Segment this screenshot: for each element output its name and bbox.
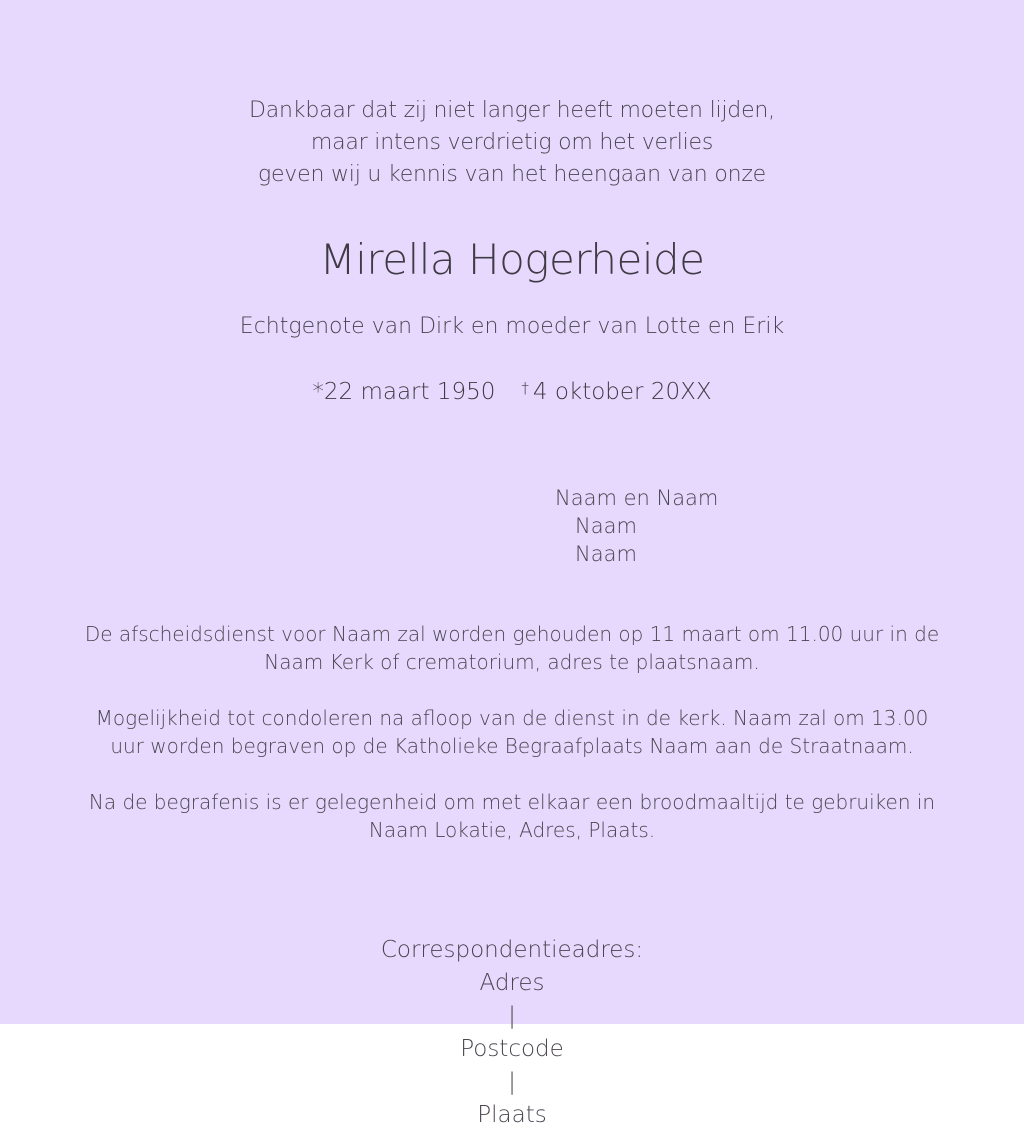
survivor-line-2: Naam <box>575 514 637 538</box>
place-text: Plaats <box>477 1102 547 1128</box>
deceased-relation: Echtgenote van Dirk en moeder van Lotte en Erik <box>239 314 785 339</box>
meal-paragraph: Na de begrafenis is er gelegenheid om met elkaar een broodmaaltijd te gebruiken in Naam Lokatie, Adres, Plaats. <box>88 790 936 842</box>
correspondence-label: Correspondentieadres: <box>380 937 644 963</box>
service-paragraph: De afscheidsdienst voor Naam zal worden gehouden op 11 maart om 11.00 uur in de Naam Kerk of crematorium, adres te plaatsnaam. <box>84 622 940 674</box>
correspondence-line <box>0 967 1024 1132</box>
life-dates <box>0 372 1024 408</box>
intro-line-3: geven wij u kennis van het heengaan van onze <box>257 162 767 187</box>
intro-line-2: maar intens verdrietig om het verlies <box>310 130 714 155</box>
postcode-text: Postcode <box>460 1036 564 1062</box>
survivor-line-1: Naam en Naam <box>555 486 719 510</box>
intro-line-1: Dankbaar dat zij niet langer heeft moeten lijden, <box>249 98 775 123</box>
survivors <box>555 484 718 568</box>
death-date: 4 oktober 20XX <box>532 379 712 405</box>
address-text: Adres <box>479 970 545 996</box>
intro-text <box>0 95 1024 191</box>
separator: | <box>508 1069 516 1095</box>
deceased-name: Mirella Hogerheide <box>319 235 705 284</box>
condolence-paragraph: Mogelijkheid tot condoleren na afloop van de dienst in de kerk. Naam zal om 13.00 uur worden begraven op de Katholieke Begraafplaats Naam aan de Straatnaam. <box>95 706 929 758</box>
correspondence-address <box>0 934 1024 1132</box>
funeral-details <box>80 620 944 872</box>
separator: | <box>508 1003 516 1029</box>
cross-icon: † <box>521 379 529 397</box>
birth-date: *22 maart 1950 <box>312 379 496 405</box>
survivor-line-3: Naam <box>575 542 637 566</box>
